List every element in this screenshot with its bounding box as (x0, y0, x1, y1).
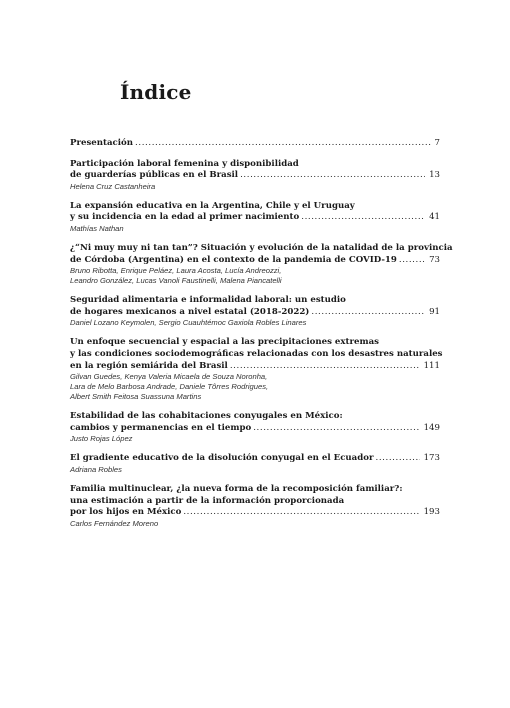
toc-entry-title-line (70, 307, 440, 319)
toc-entry-title-line (70, 255, 440, 267)
toc-entry (70, 242, 453, 286)
toc-entry-title-line (70, 212, 440, 224)
toc-entry-title-line (70, 242, 453, 255)
toc-entry-title-line (70, 138, 440, 150)
toc-entry-title-line (70, 507, 440, 519)
dot-leader (301, 212, 425, 224)
dot-leader (135, 138, 431, 150)
toc-entry-title-line (70, 159, 440, 171)
entry-title-text: una estimación a partir de la información proporcionada (70, 495, 345, 506)
entry-title-text: por los hijos en México (70, 507, 182, 518)
toc-entry-title-line (70, 484, 440, 496)
author-line: Justo Rojas López (70, 434, 133, 444)
author-line: Gilvan Guedes, Kenya Valeria Micaela de Souza Noronha, (70, 372, 268, 382)
toc-entry (70, 453, 440, 475)
entry-title-text: de Córdoba (Argentina) en el contexto de la pandemia de COVID-19 (70, 254, 397, 265)
entry-title-text: El gradiente educativo de la disolución conyugal en el Ecuador (70, 453, 374, 464)
entry-title-text: Familia multinuclear, ¿la nueva forma de la recomposición familiar?: (70, 483, 403, 494)
entry-title-text: de hogares mexicanos a nivel estatal (2018-2022) (70, 306, 310, 317)
author-line: Adriana Robles (70, 464, 122, 474)
toc-entry-title-line (70, 411, 440, 423)
entry-title-text: Seguridad alimentaria e informalidad laboral: un estudio (70, 295, 346, 306)
author-line: Helena Cruz Castanheira (70, 181, 156, 191)
page-title: Índice (120, 80, 192, 104)
toc-entry (70, 411, 440, 444)
author-line: Albert Smith Feitosa Suassuna Martins (70, 392, 202, 402)
page-number[interactable]: 41 (429, 212, 440, 223)
dot-leader (230, 361, 420, 373)
dot-leader (183, 507, 419, 519)
author-line: Carlos Fernández Moreno (70, 518, 159, 528)
entry-title-text: La expansión educativa en la Argentina, Chile y el Uruguay (70, 200, 355, 211)
author-line: Lara de Melo Barbosa Andrade, Daniele Tôrres Rodrigues, (70, 382, 269, 392)
entry-title-text: de guarderías públicas en el Brasil (70, 170, 239, 181)
entry-title-text: Estabilidad de las cohabitaciones conyugales en México: (70, 411, 343, 422)
dot-leader (399, 255, 425, 267)
page-number[interactable]: 111 (423, 360, 440, 371)
entry-title-text: cambios y permanencias en el tiempo (70, 422, 252, 433)
dot-leader (311, 307, 425, 319)
toc-entry (70, 484, 440, 529)
entry-title-text: Un enfoque secuencial y espacial a las precipitaciones extremas (70, 337, 379, 348)
entry-title-text: y las condiciones sociodemográficas relacionadas con los desastres naturales (70, 348, 443, 359)
author-line: Daniel Lozano Keymolen, Sergio Cuauhtémoc Gaxiola Robles Linares (70, 318, 307, 328)
toc-entry-title-line (70, 337, 440, 349)
entry-title-text: Participación laboral femenina y disponibilidad (70, 158, 299, 169)
page-number[interactable]: 149 (423, 422, 440, 433)
toc-entry-title-line (70, 295, 440, 307)
page-number[interactable]: 193 (423, 507, 440, 518)
page-number[interactable]: 7 (434, 138, 440, 148)
author-line: Leandro González, Lucas Vanoli Faustinelli, Malena Piancatelli (70, 276, 282, 286)
toc-entry-title-line (70, 453, 440, 465)
toc-entry-title-line (70, 361, 440, 373)
dot-leader (376, 453, 420, 465)
toc-entry-title-line (70, 201, 440, 213)
toc-entry-title-line (70, 348, 443, 361)
entry-title-text: ¿“Ni muy muy ni tan tan”? Situación y evolución de la natalidad de la provincia (70, 242, 453, 253)
toc-entry (70, 159, 440, 192)
page-number[interactable]: 173 (423, 453, 440, 464)
entry-title-text: en la región semiárida del Brasil (70, 360, 228, 371)
table-of-contents (70, 138, 453, 538)
toc-entry (70, 138, 440, 150)
dot-leader (253, 423, 419, 435)
entry-title-text: Presentación (70, 138, 134, 148)
toc-entry-title-line (70, 423, 440, 435)
dot-leader (240, 170, 425, 182)
author-line: Bruno Ribotta, Enrique Peláez, Laura Acosta, Lucía Andreozzi, (70, 266, 282, 276)
page-number[interactable]: 73 (429, 254, 440, 265)
author-line: Mathías Nathan (70, 223, 124, 233)
toc-entry-title-line (70, 170, 440, 182)
toc-entry (70, 337, 443, 402)
page-number[interactable]: 91 (429, 306, 440, 317)
entry-title-text: y su incidencia en la edad al primer nacimiento (70, 212, 300, 223)
toc-entry (70, 295, 440, 328)
toc-entry (70, 201, 440, 234)
toc-entry-title-line (70, 496, 440, 508)
page-number[interactable]: 13 (429, 170, 440, 181)
